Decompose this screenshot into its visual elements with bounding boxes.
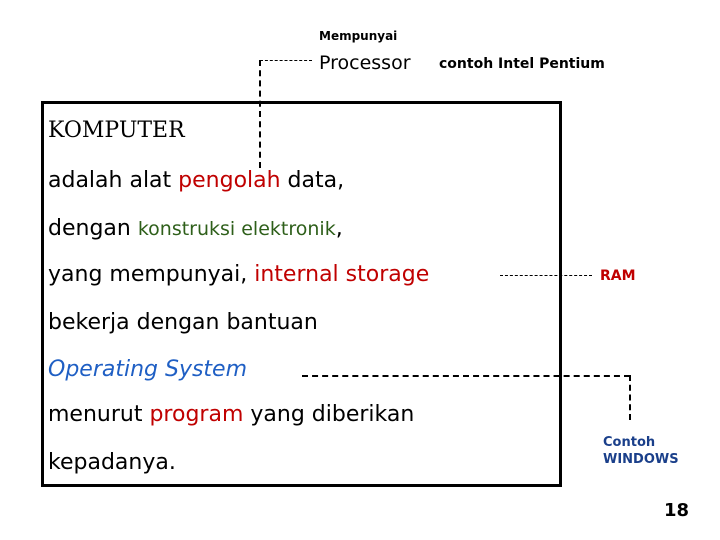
- line-1-end: data,: [280, 168, 345, 193]
- line-6-end: yang diberikan: [243, 402, 415, 427]
- line-2-end: ,: [335, 216, 343, 241]
- line-2: [48, 216, 343, 241]
- line-4: bekerja dengan bantuan: [48, 310, 318, 335]
- operating-system-term: Operating System: [48, 357, 248, 382]
- line-1: [48, 168, 344, 193]
- processor-example: contoh Intel Pentium: [439, 56, 605, 72]
- page-number: 18: [664, 500, 690, 521]
- os-connector-vertical: [629, 375, 631, 420]
- line-7: kepadanya.: [48, 450, 176, 475]
- ram-label: RAM: [600, 268, 636, 284]
- line-1-text: adalah alat: [48, 168, 179, 193]
- definition-box: [41, 101, 562, 487]
- line-3-text: yang mempunyai,: [48, 262, 255, 287]
- os-connector-horizontal: [302, 375, 630, 377]
- processor-connector-horizontal: [260, 60, 312, 61]
- windows-example: [603, 434, 679, 468]
- heading-komputer: KOMPUTER: [48, 118, 185, 143]
- mempunyai-label: Mempunyai: [319, 29, 398, 43]
- line-6: [48, 402, 414, 427]
- internal-storage-term: internal storage: [254, 262, 430, 287]
- windows-label: WINDOWS: [603, 452, 679, 467]
- line-3: [48, 262, 429, 287]
- contoh-label: Contoh: [603, 435, 656, 450]
- konstruksi-elektronik-term: konstruksi elektronik: [137, 218, 336, 240]
- processor-label: Processor: [319, 52, 411, 74]
- program-term: program: [149, 402, 244, 427]
- line-2-text: dengan: [48, 216, 138, 241]
- pengolah-term: pengolah: [178, 168, 281, 193]
- line-6-text: menurut: [48, 402, 150, 427]
- ram-connector: [500, 275, 592, 276]
